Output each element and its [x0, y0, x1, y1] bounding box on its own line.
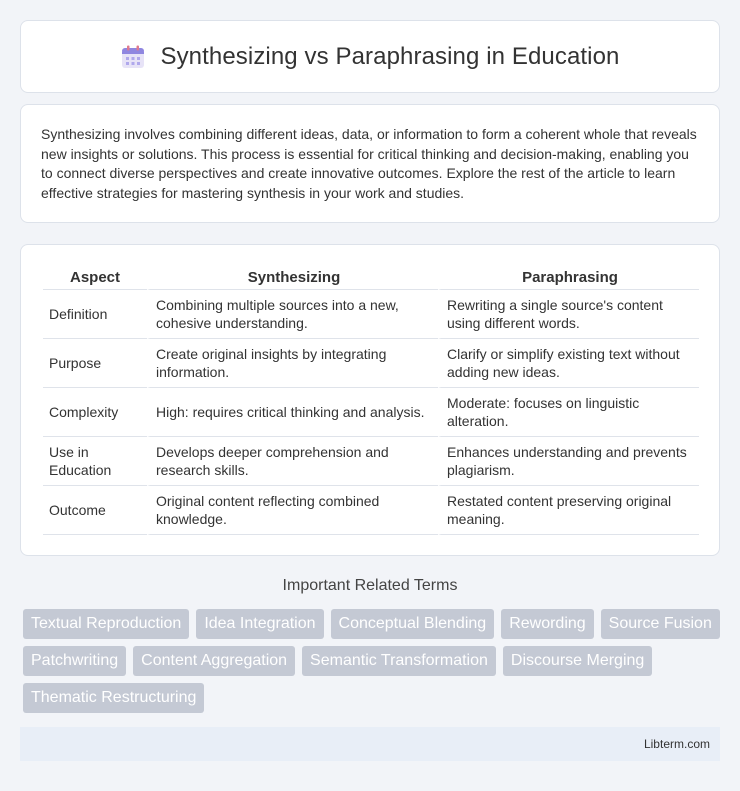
- intro-card: [20, 104, 720, 223]
- row-paraphrasing: Moderate: focuses on linguistic alteration.: [438, 388, 699, 437]
- row-synthesizing: Original content reflecting combined knowledge.: [147, 486, 438, 535]
- header-synthesizing: Synthesizing: [147, 263, 438, 290]
- row-synthesizing: Combining multiple sources into a new, cohesive understanding.: [147, 290, 438, 339]
- intro-text: Synthesizing involves combining different ideas, data, or information to form a coherent whole that reveals new insights or solutions. This process is essential for critical thinking and decision-making, enabling you to connect diverse perspectives and create innovative outcomes. Explore the rest of the article to learn effective strategies for mastering synthesis in your work and studies.: [41, 126, 697, 201]
- row-synthesizing: High: requires critical thinking and analysis.: [147, 388, 438, 437]
- footer-brand-link[interactable]: Libterm.com: [643, 737, 710, 751]
- header-aspect: Aspect: [43, 263, 147, 290]
- footer: [20, 727, 720, 761]
- row-aspect: Outcome: [43, 486, 147, 535]
- row-paraphrasing: Clarify or simplify existing text without adding new ideas.: [438, 339, 699, 388]
- row-synthesizing: Develops deeper comprehension and research skills.: [147, 437, 438, 486]
- row-synthesizing: Create original insights by integrating information.: [147, 339, 438, 388]
- calendar-icon: [120, 44, 146, 70]
- header-card: [20, 20, 720, 93]
- row-aspect: Complexity: [43, 388, 147, 437]
- tag-discourse-merging[interactable]: Discourse Merging: [503, 646, 652, 676]
- page-title: Synthesizing vs Paraphrasing in Education: [160, 42, 620, 70]
- tag-semantic-transformation[interactable]: Semantic Transformation: [302, 646, 496, 676]
- table-header-row: [43, 263, 699, 290]
- header-paraphrasing: Paraphrasing: [438, 263, 699, 290]
- row-paraphrasing: Rewriting a single source's content using different words.: [438, 290, 699, 339]
- tag-source-fusion[interactable]: Source Fusion: [601, 609, 720, 639]
- table-row: [43, 486, 699, 535]
- table-row: [43, 339, 699, 388]
- row-paraphrasing: Restated content preserving original meaning.: [438, 486, 699, 535]
- comparison-table: [43, 263, 699, 535]
- tag-content-aggregation[interactable]: Content Aggregation: [133, 646, 295, 676]
- tag-textual-reproduction[interactable]: Textual Reproduction: [23, 609, 189, 639]
- tag-conceptual-blending[interactable]: Conceptual Blending: [331, 609, 495, 639]
- related-terms-list: [23, 609, 723, 713]
- related-terms-title: Important Related Terms: [282, 577, 458, 594]
- table-row: [43, 388, 699, 437]
- tag-patchwriting[interactable]: Patchwriting: [23, 646, 126, 676]
- tag-rewording[interactable]: Rewording: [501, 609, 593, 639]
- row-aspect: Definition: [43, 290, 147, 339]
- tag-idea-integration[interactable]: Idea Integration: [196, 609, 323, 639]
- table-row: [43, 290, 699, 339]
- comparison-table-card: [20, 244, 720, 556]
- table-row: [43, 437, 699, 486]
- row-aspect: Purpose: [43, 339, 147, 388]
- row-paraphrasing: Enhances understanding and prevents plagiarism.: [438, 437, 699, 486]
- tag-thematic-restructuring[interactable]: Thematic Restructuring: [23, 683, 204, 713]
- row-aspect: Use in Education: [43, 437, 147, 486]
